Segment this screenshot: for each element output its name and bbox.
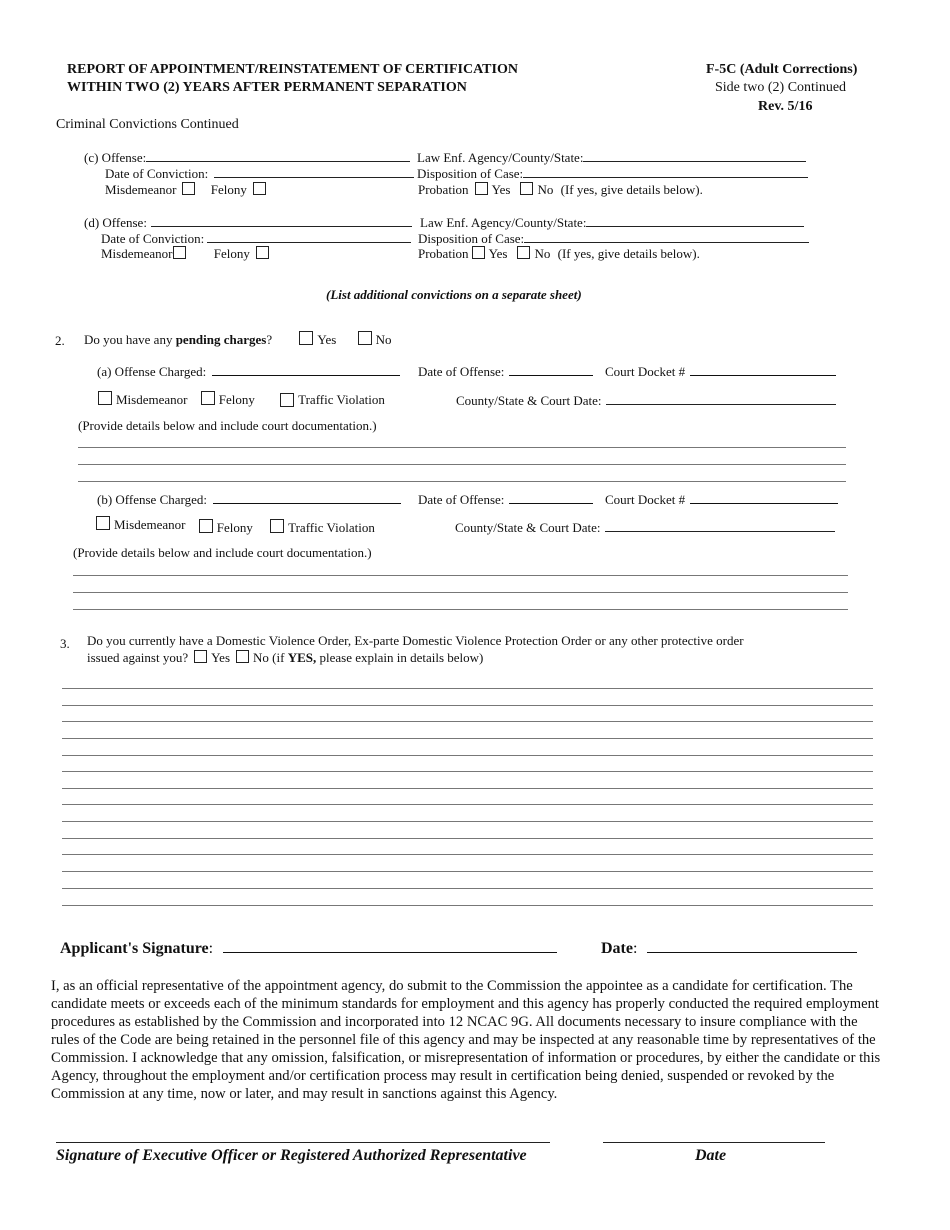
- additional-convictions-note: (List additional convictions on a separate sheet): [326, 287, 582, 302]
- conv-c-misdemeanor-checkbox[interactable]: [182, 182, 195, 195]
- conv-c-misdemeanor-label: Misdemeanor: [105, 182, 177, 197]
- conv-c-felony-checkbox[interactable]: [253, 182, 266, 195]
- q3-details-line[interactable]: [62, 888, 873, 889]
- conv-c-class-row: [105, 182, 270, 198]
- q2a-county-label: County/State & Court Date:: [456, 393, 602, 408]
- q2a-details-line-1[interactable]: [78, 447, 846, 448]
- conv-c-probation-row: [418, 182, 703, 198]
- conv-c-date-row: [105, 165, 414, 182]
- q2-yes-checkbox[interactable]: [299, 331, 313, 345]
- q2b-county-field[interactable]: [605, 519, 835, 532]
- conv-c-agency-field[interactable]: [583, 149, 806, 162]
- applicant-signature-colon: :: [208, 940, 214, 957]
- q2a-class-row: [92, 391, 385, 408]
- conv-d-misdemeanor-checkbox[interactable]: [173, 246, 186, 259]
- q2b-details-line-2[interactable]: [73, 592, 848, 593]
- q3-details-line[interactable]: [62, 821, 873, 822]
- q2b-offense-field[interactable]: [213, 491, 401, 504]
- section-title: Criminal Convictions Continued: [56, 117, 239, 132]
- conv-d-misdemeanor-label: Misdemeanor: [101, 246, 173, 261]
- conv-d-offense-label: (d) Offense:: [84, 215, 147, 230]
- applicant-signature-row: [60, 940, 557, 958]
- q2a-offense-field[interactable]: [212, 363, 400, 376]
- q2-question-post: ?: [266, 332, 273, 347]
- conv-d-probation-yes-label: Yes: [488, 246, 508, 261]
- conv-c-probation-no-checkbox[interactable]: [520, 182, 533, 195]
- conv-d-probation-note: (If yes, give details below).: [557, 246, 700, 261]
- q2b-felony-label: Felony: [216, 520, 253, 535]
- q2a-date-label: Date of Offense:: [418, 364, 505, 379]
- q2a-details-line-2[interactable]: [78, 464, 846, 465]
- q2-question-pre: Do you have any: [84, 332, 176, 347]
- q3-line2: [87, 650, 483, 666]
- conv-c-disposition-row: [417, 165, 808, 182]
- conv-c-date-field[interactable]: [214, 165, 414, 178]
- conv-d-offense-row: [84, 214, 412, 231]
- certification-statement: I, as an official representative of the appointment agency, do submit to the Commission the appointee as a candidate for certification. The candidate meets or exceeds each of the minimum standards for employment and this agency has properly conducted the required employment procedures as established by the Commission and incorporated into 12 NCAC 9G. All documents necessary to insure compliance with the rules of the Code are being retained in the personnel file of this agency and may be inspected at any reasonable time by representatives of the Commission. I acknowledge that any omission, falsification, or misrepresentation of information or procedures, by either the candidate or this Agency, throughout the employment and/or certification process may result in certification being denied, suspended or revoked by the Commission at any time, now or later, and may result in sanctions against this Agency.: [51, 978, 881, 1102]
- side-indicator: Side two (2) Continued: [715, 80, 847, 95]
- q3-details-line[interactable]: [62, 738, 873, 739]
- q2a-misdemeanor-checkbox[interactable]: [98, 391, 112, 405]
- conv-d-disposition-field[interactable]: [524, 230, 809, 243]
- q2b-offense-row: [97, 491, 401, 508]
- q3-details-line[interactable]: [62, 854, 873, 855]
- q2a-details-line-3[interactable]: [78, 481, 846, 482]
- q2a-felony-checkbox[interactable]: [201, 391, 215, 405]
- q2a-traffic-checkbox[interactable]: [280, 393, 294, 407]
- q2a-felony-label: Felony: [218, 392, 255, 407]
- q3-no-label-bold: YES,: [287, 650, 317, 665]
- q3-no-checkbox[interactable]: [236, 650, 249, 663]
- q2b-docket-field[interactable]: [690, 491, 838, 504]
- q2-yes-label: Yes: [317, 332, 337, 347]
- q3-line1: Do you currently have a Domestic Violence Order, Ex-parte Domestic Violence Protection Order or any other protective order: [87, 633, 744, 648]
- q3-yes-checkbox[interactable]: [194, 650, 207, 663]
- form-title-line2: WITHIN TWO (2) YEARS AFTER PERMANENT SEPARATION: [67, 80, 467, 95]
- q2-question-row: [84, 331, 391, 348]
- form-id: F-5C (Adult Corrections): [706, 62, 858, 77]
- q2b-county-row: [455, 519, 835, 536]
- q2-no-checkbox[interactable]: [358, 331, 372, 345]
- conv-d-probation-row: [418, 246, 700, 262]
- exec-date-field[interactable]: [603, 1142, 825, 1143]
- conv-d-agency-row: [420, 214, 804, 231]
- q2a-docket-field[interactable]: [690, 363, 836, 376]
- q2b-date-label: Date of Offense:: [418, 492, 505, 507]
- q3-details-line[interactable]: [62, 838, 873, 839]
- conv-c-offense-label: (c) Offense:: [84, 150, 147, 165]
- q2b-details-line-1[interactable]: [73, 575, 848, 576]
- q2b-date-row: [418, 491, 593, 508]
- conv-d-probation-yes-checkbox[interactable]: [472, 246, 485, 259]
- exec-signature-label: Signature of Executive Officer or Registered Authorized Representative: [56, 1147, 527, 1164]
- q2a-date-row: [418, 363, 593, 380]
- q3-details-line[interactable]: [62, 755, 873, 756]
- q2a-docket-row: [605, 363, 836, 380]
- conv-c-probation-yes-label: Yes: [491, 182, 511, 197]
- q2b-misdemeanor-label: Misdemeanor: [114, 517, 186, 532]
- exec-date-label: Date: [695, 1147, 727, 1164]
- q2a-offense-row: [97, 363, 400, 380]
- q3-details-line[interactable]: [62, 905, 873, 906]
- revision: Rev. 5/16: [758, 99, 813, 114]
- conv-d-felony-checkbox[interactable]: [256, 246, 269, 259]
- q2b-offense-label: (b) Offense Charged:: [97, 492, 207, 507]
- q2a-date-field[interactable]: [509, 363, 593, 376]
- q3-details-line[interactable]: [62, 804, 873, 805]
- q2a-traffic-label: Traffic Violation: [298, 392, 385, 407]
- form-title-line1: REPORT OF APPOINTMENT/REINSTATEMENT OF CERTIFICATION: [67, 62, 518, 77]
- q2b-felony-checkbox[interactable]: [199, 519, 213, 533]
- applicant-date-label: Date: [601, 940, 633, 957]
- q2b-docket-row: [605, 491, 838, 508]
- conv-c-probation-note: (If yes, give details below).: [560, 182, 703, 197]
- q2a-details-note: (Provide details below and include court documentation.): [78, 418, 377, 433]
- q3-details-line[interactable]: [62, 788, 873, 789]
- conv-c-probation-yes-checkbox[interactable]: [475, 182, 488, 195]
- q2a-county-row: [456, 392, 836, 409]
- conv-c-agency-label: Law Enf. Agency/County/State:: [417, 150, 584, 165]
- conv-d-disposition-label: Disposition of Case:: [418, 231, 525, 246]
- q2b-date-field[interactable]: [509, 491, 593, 504]
- q2b-misdemeanor-checkbox[interactable]: [96, 516, 110, 530]
- q2b-docket-label: Court Docket #: [605, 492, 686, 507]
- q2-number: 2.: [55, 333, 65, 348]
- q3-no-label-post: please explain in details below): [316, 650, 484, 665]
- applicant-signature-label: Applicant's Signature: [60, 940, 209, 957]
- conv-d-felony-label: Felony: [213, 246, 250, 261]
- applicant-date-colon: :: [632, 940, 638, 957]
- q3-yes-label: Yes: [211, 650, 231, 665]
- conv-c-felony-label: Felony: [210, 182, 247, 197]
- q3-details-line[interactable]: [62, 871, 873, 872]
- conv-c-date-label: Date of Conviction:: [105, 166, 209, 181]
- q2b-traffic-label: Traffic Violation: [288, 520, 375, 535]
- q3-line2-text: issued against you?: [87, 650, 189, 665]
- conv-c-offense-row: [84, 149, 410, 166]
- q2b-details-line-3[interactable]: [73, 609, 848, 610]
- applicant-date-row: [601, 940, 857, 958]
- conv-d-offense-field[interactable]: [151, 214, 412, 227]
- conv-d-disposition-row: [418, 230, 809, 247]
- q3-details-line[interactable]: [62, 705, 873, 706]
- conv-d-agency-field[interactable]: [586, 214, 804, 227]
- q2a-misdemeanor-label: Misdemeanor: [116, 392, 188, 407]
- q3-no-label-pre: No (if: [253, 650, 288, 665]
- q2a-county-field[interactable]: [606, 392, 836, 405]
- q2a-docket-label: Court Docket #: [605, 364, 686, 379]
- exec-signature-field[interactable]: [56, 1142, 550, 1143]
- conv-c-disposition-field[interactable]: [523, 165, 808, 178]
- applicant-date-field[interactable]: [647, 940, 857, 953]
- q2-no-label: No: [375, 332, 392, 347]
- q2b-details-note: (Provide details below and include court documentation.): [73, 545, 372, 560]
- q2b-class-row: [90, 516, 375, 533]
- conv-d-agency-label: Law Enf. Agency/County/State:: [420, 215, 587, 230]
- q2-question-bold: pending charges: [175, 332, 267, 347]
- applicant-signature-field[interactable]: [223, 940, 557, 953]
- q3-details-line[interactable]: [62, 688, 873, 689]
- conv-d-probation-no-label: No: [534, 246, 551, 261]
- conv-d-class-row: [101, 246, 273, 262]
- conv-d-probation-label: Probation: [418, 246, 469, 261]
- conv-c-probation-label: Probation: [418, 182, 469, 197]
- q3-details-line[interactable]: [62, 771, 873, 772]
- conv-c-offense-field[interactable]: [146, 149, 410, 162]
- q3-details-line[interactable]: [62, 721, 873, 722]
- conv-d-probation-no-checkbox[interactable]: [517, 246, 530, 259]
- conv-d-date-field[interactable]: [207, 230, 411, 243]
- q2b-county-label: County/State & Court Date:: [455, 520, 601, 535]
- conv-d-date-row: [101, 230, 411, 247]
- conv-c-probation-no-label: No: [537, 182, 554, 197]
- conv-c-agency-row: [417, 149, 806, 166]
- conv-d-date-label: Date of Conviction:: [101, 231, 205, 246]
- q3-number: 3.: [60, 636, 70, 651]
- q2a-offense-label: (a) Offense Charged:: [97, 364, 207, 379]
- q2b-traffic-checkbox[interactable]: [270, 519, 284, 533]
- conv-c-disposition-label: Disposition of Case:: [417, 166, 524, 181]
